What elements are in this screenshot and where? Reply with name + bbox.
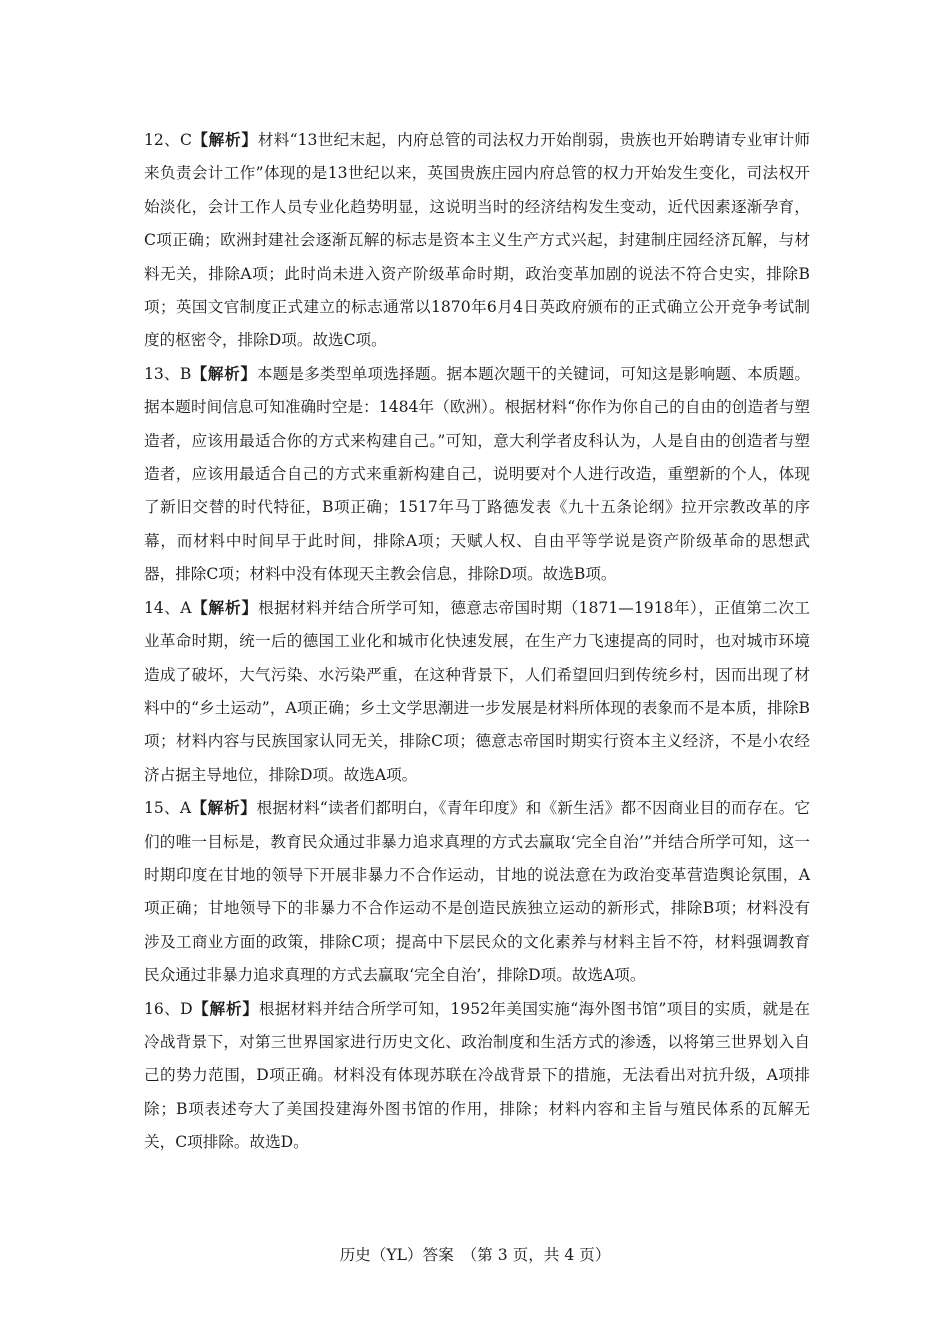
analysis-label: 【解析】 — [191, 131, 258, 149]
answer-number: 15、A — [144, 799, 192, 818]
answer-item-16 — [144, 993, 810, 1160]
answer-text: 根据材料并结合所学可知，1952年美国实施“海外图书馆”项目的实质，就是在冷战背景下，对第三世界国家进行历史文化、政治制度和生活方式的渗透，以将第三世界划入自己的势力范围，D项正确。材料没有体现苏联在冷战背景下的措施，无法看出对抗升级，A项排除；B项表述夸大了美国投建海外图书馆的作用，排除；材料内容和主旨与殖民体系的瓦解无关，C项排除。故选D。 — [144, 999, 810, 1152]
page-footer: 历史（YL）答案 （第 3 页，共 4 页） — [339, 1246, 611, 1264]
answer-item-13 — [144, 358, 810, 592]
answer-text: 根据材料并结合所学可知，德意志帝国时期（1871—1918年），正值第二次工业革命时期，统一后的德国工业化和城市化快速发展，在生产力飞速提高的同时，也对城市环境造成了破坏，大气污染、水污染严重，在这种背景下，人们希望回归到传统乡村，因而出现了材料中的“乡土运动”，A项正确；乡土文学思潮进一步发展是材料所体现的表象而不是本质，排除B项；材料内容与民族国家认同无关，排除C项；德意志帝国时期实行资本主义经济，不是小农经济占据主导地位，排除D项。故选A项。 — [144, 598, 810, 784]
answer-item-14 — [144, 592, 810, 792]
answer-item-15 — [144, 792, 810, 992]
answer-number: 14、A — [144, 598, 192, 617]
answer-item-12 — [144, 124, 810, 358]
answer-number: 13、B — [144, 364, 192, 383]
answer-text: 本题是多类型单项选择题。据本题次题干的关键词，可知这是影响题、本质题。据本题时间信息可知准确时空是：1484年（欧洲）。根据材料“你作为你自己的自由的创造者与塑造者，应该用最适合你的方式来构建自己。”可知，意大利学者皮科认为，人是自由的创造者与塑造者，应该用最适合自己的方式来重新构建自己，说明要对个人进行改造，重塑新的个人，体现了新旧交替的时代特征，B项正确；1517年马丁路德发表《九十五条论纲》拉开宗教改革的序幕，而材料中时间早于此时间，排除A项；天赋人权、自由平等学说是资产阶级革命的思想武器，排除C项；材料中没有体现天主教会信息，排除D项。故选B项。 — [144, 364, 810, 584]
analysis-label: 【解析】 — [191, 598, 259, 617]
answer-explanations — [144, 124, 810, 1160]
analysis-label: 【解析】 — [191, 799, 257, 818]
analysis-label: 【解析】 — [192, 999, 259, 1018]
analysis-label: 【解析】 — [191, 364, 257, 383]
answer-text: 材料“13世纪末起，内府总管的司法权力开始削弱，贵族也开始聘请专业审计师来负责会计工作”体现的是13世纪以来，英国贵族庄园内府总管的权力开始发生变化，司法权开始淡化，会计工作人员专业化趋势明显，这说明当时的经济结构发生变动，近代因素逐渐孕育，C项正确；欧洲封建社会逐渐瓦解的标志是资本主义生产方式兴起，封建制庄园经济瓦解，与材料无关，排除A项；此时尚未进入资产阶级革命时期，政治变革加剧的说法不符合史实，排除B项；英国文官制度正式建立的标志通常以1870年6月4日英政府颁布的正式确立公开竞争考试制度的枢密令，排除D项。故选C项。 — [144, 131, 810, 350]
answer-number: 16、D — [144, 999, 193, 1018]
answer-text: 根据材料“读者们都明白，《青年印度》和《新生活》都不因商业目的而存在。它们的唯一目标是，教育民众通过非暴力追求真理的方式去赢取‘完全自治’”并结合所学可知，这一时期印度在甘地的领导下开展非暴力不合作运动，甘地的说法意在为政治变革营造舆论氛围，A项正确；甘地领导下的非暴力不合作运动不是创造民族独立运动的新形式，排除B项；材料没有涉及工商业方面的政策，排除C项；提高中下层民众的文化素养与材料主旨不符，材料强调教育民众通过非暴力追求真理的方式去赢取‘完全自治’，排除D项。故选A项。 — [144, 799, 810, 985]
answer-number: 12、C — [144, 131, 192, 149]
